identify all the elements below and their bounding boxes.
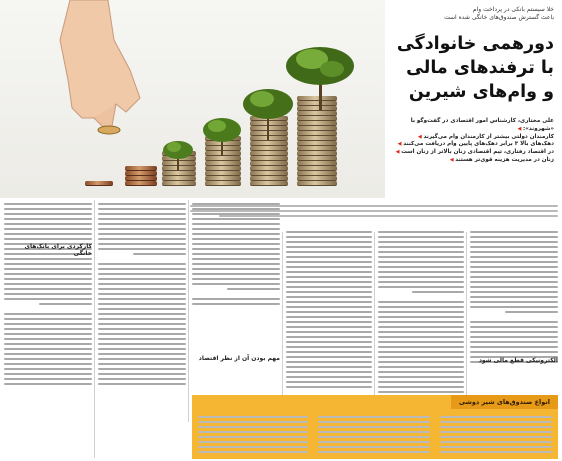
text-line: [286, 336, 372, 338]
text-line: [286, 256, 372, 258]
text-line: [286, 361, 372, 363]
text-line: [440, 426, 552, 428]
text-line: [286, 386, 372, 388]
text-line: [227, 288, 280, 290]
article-photo: [0, 0, 385, 198]
text-line: [286, 381, 372, 383]
text-line: [192, 268, 280, 270]
text-line: [192, 258, 280, 260]
text-line: [98, 373, 186, 375]
text-line: [470, 271, 558, 273]
text-line: [4, 203, 92, 205]
text-line: [440, 421, 552, 423]
text-line: [470, 281, 558, 283]
text-line: [98, 303, 186, 305]
text-line: [440, 446, 552, 448]
text-line: [198, 426, 308, 428]
text-line: [470, 326, 558, 328]
text-line: [286, 346, 372, 348]
text-line: [470, 336, 558, 338]
text-line: [98, 363, 186, 365]
text-line: [286, 366, 372, 368]
text-line: [378, 246, 464, 248]
text-line: [98, 293, 186, 295]
text-line: [470, 306, 558, 308]
text-line: [98, 213, 186, 215]
hand-icon: [30, 0, 150, 150]
text-line: [470, 231, 558, 233]
text-line: [4, 298, 92, 300]
text-line: [378, 346, 464, 348]
text-line: [378, 236, 464, 238]
text-line: [470, 341, 558, 343]
text-line: [98, 288, 186, 290]
text-line: [318, 426, 430, 428]
text-line: [470, 301, 558, 303]
text-line: [378, 256, 464, 258]
body-column-6: [4, 200, 92, 458]
text-line: [318, 451, 430, 453]
text-line: [133, 253, 186, 255]
text-line: [98, 268, 186, 270]
text-line: [98, 313, 186, 315]
text-line: [378, 271, 464, 273]
text-line: [192, 228, 280, 230]
text-line: [286, 301, 372, 303]
text-line: [192, 303, 280, 305]
text-line: [98, 283, 186, 285]
text-line: [286, 331, 372, 333]
bullet-item: دهک‌های بالا ۳ برابر دهک‌های پایین وام دریافت می‌کنند ◀: [388, 141, 554, 149]
text-line: [470, 296, 558, 298]
text-line: [318, 416, 430, 418]
text-line: [286, 326, 372, 328]
article-header: [388, 0, 558, 200]
coin-stack-2: [125, 166, 157, 186]
text-line: [378, 341, 464, 343]
text-line: [98, 203, 186, 205]
kicker: [388, 6, 554, 22]
headline-line: دورهمی خانوادگی: [396, 34, 554, 54]
text-line: [286, 231, 372, 233]
bullet-item: کارمندان دولتی بیشتر از کارمندان وام می‌گیرند ◀: [388, 134, 554, 142]
text-line: [470, 351, 558, 353]
text-line: [378, 381, 464, 383]
text-line: [378, 391, 464, 393]
text-line: [4, 258, 92, 260]
text-line: [470, 346, 558, 348]
text-line: [98, 343, 186, 345]
text-line: [286, 306, 372, 308]
text-line: [440, 436, 552, 438]
text-line: [286, 321, 372, 323]
text-line: [378, 361, 464, 363]
text-line: [4, 363, 92, 365]
text-line: [470, 291, 558, 293]
text-line: [378, 326, 464, 328]
tree-icon: [160, 138, 196, 170]
text-line: [470, 286, 558, 288]
text-line: [4, 283, 92, 285]
text-line: [98, 243, 186, 245]
text-line: [470, 276, 558, 278]
text-line: [98, 273, 186, 275]
text-line: [98, 298, 186, 300]
subhead: کارکردی برای بانک‌های خانگی: [24, 243, 92, 257]
body-column-4: [192, 200, 280, 422]
text-line: [192, 298, 280, 300]
coin-stack-1: [85, 181, 113, 186]
text-line: [470, 246, 558, 248]
text-line: [4, 338, 92, 340]
text-line: [470, 241, 558, 243]
text-line: [378, 301, 464, 303]
text-line: [286, 341, 372, 343]
text-line: [378, 371, 464, 373]
text-line: [412, 291, 464, 293]
text-line: [318, 421, 430, 423]
subhead: مهم بودن آن از نظر اقتصاد: [198, 355, 280, 362]
text-line: [378, 266, 464, 268]
headline: [388, 32, 554, 104]
text-line: [98, 238, 186, 240]
text-line: [378, 366, 464, 368]
text-line: [286, 281, 372, 283]
text-line: [98, 328, 186, 330]
text-line: [192, 238, 280, 240]
text-line: [505, 311, 558, 313]
bullet-item: در اقتصاد رفتاری، تیم اقتصادی زنان بالاتر از زنان است ◀: [388, 149, 554, 157]
text-line: [4, 373, 92, 375]
text-line: [318, 431, 430, 433]
text-line: [286, 351, 372, 353]
text-line: [378, 356, 464, 358]
text-line: [4, 318, 92, 320]
text-line: [98, 338, 186, 340]
text-line: [378, 286, 464, 288]
subhead: الکترونیکی قطع مالی شود: [478, 357, 558, 364]
text-line: [4, 328, 92, 330]
body-column-5: [98, 200, 186, 458]
text-line: [98, 358, 186, 360]
info-box: [192, 395, 558, 459]
text-line: [4, 293, 92, 295]
text-line: [98, 383, 186, 385]
text-line: [440, 416, 552, 418]
text-line: [318, 436, 430, 438]
text-line: [98, 233, 186, 235]
text-line: [98, 248, 186, 250]
text-line: [378, 261, 464, 263]
text-line: [378, 231, 464, 233]
tree-icon: [200, 116, 244, 156]
bullet-list: [388, 118, 554, 165]
text-line: [98, 228, 186, 230]
text-line: [470, 321, 558, 323]
headline-line: و وام‌های شیرین: [408, 82, 554, 102]
text-line: [318, 441, 430, 443]
text-line: [378, 321, 464, 323]
text-line: [192, 243, 280, 245]
text-line: [286, 241, 372, 243]
text-line: [192, 278, 280, 280]
text-line: [378, 251, 464, 253]
text-line: [286, 376, 372, 378]
text-line: [378, 241, 464, 243]
text-line: [286, 316, 372, 318]
text-line: [286, 266, 372, 268]
text-line: [4, 353, 92, 355]
text-line: [470, 251, 558, 253]
text-line: [4, 323, 92, 325]
text-line: [4, 288, 92, 290]
text-line: [286, 251, 372, 253]
text-line: [192, 283, 280, 285]
text-line: [378, 281, 464, 283]
text-line: [4, 348, 92, 350]
text-line: [440, 441, 552, 443]
text-line: [198, 436, 308, 438]
text-line: [98, 263, 186, 265]
text-line: [470, 266, 558, 268]
text-line: [440, 431, 552, 433]
text-line: [4, 218, 92, 220]
kicker-line: باعث گسترش صندوق‌های خانگی شده است: [444, 14, 554, 21]
text-line: [98, 223, 186, 225]
text-line: [286, 236, 372, 238]
text-line: [192, 233, 280, 235]
text-line: [470, 236, 558, 238]
text-line: [198, 431, 308, 433]
text-line: [192, 223, 280, 225]
text-line: [286, 246, 372, 248]
text-line: [192, 208, 280, 210]
headline-line: با ترفندهای مالی: [406, 58, 554, 78]
text-line: [4, 368, 92, 370]
text-line: [286, 261, 372, 263]
text-line: [198, 446, 308, 448]
text-line: [4, 233, 92, 235]
text-line: [98, 333, 186, 335]
text-line: [286, 291, 372, 293]
text-line: [378, 351, 464, 353]
text-line: [4, 213, 92, 215]
text-line: [4, 238, 92, 240]
text-line: [98, 323, 186, 325]
kicker-line: خلا سیستم بانکی در پرداخت وام: [472, 6, 554, 13]
text-line: [192, 263, 280, 265]
text-line: [286, 296, 372, 298]
text-line: [378, 386, 464, 388]
text-line: [192, 253, 280, 255]
text-line: [4, 278, 92, 280]
text-line: [198, 451, 308, 453]
text-line: [192, 248, 280, 250]
text-line: [286, 286, 372, 288]
text-line: [4, 383, 92, 385]
text-line: [39, 303, 92, 305]
text-line: [4, 343, 92, 345]
text-line: [440, 451, 552, 453]
text-line: [98, 318, 186, 320]
text-line: [192, 273, 280, 275]
text-line: [470, 261, 558, 263]
text-line: [286, 276, 372, 278]
text-line: [286, 371, 372, 373]
text-line: [4, 273, 92, 275]
text-line: [4, 228, 92, 230]
text-line: [286, 311, 372, 313]
text-line: [98, 368, 186, 370]
text-line: [318, 446, 430, 448]
text-line: [4, 208, 92, 210]
text-line: [192, 218, 280, 220]
bullet-item: زنان در مدیریت هزینه قوی‌تر هستند ◀: [388, 157, 554, 165]
info-box-title: انواع صندوق‌های شیر دوشی: [451, 395, 558, 409]
tree-icon: [282, 44, 358, 110]
text-line: [98, 348, 186, 350]
text-line: [198, 416, 308, 418]
text-line: [378, 331, 464, 333]
text-line: [192, 213, 280, 215]
text-line: [98, 353, 186, 355]
text-line: [378, 306, 464, 308]
text-line: [4, 263, 92, 265]
text-line: [4, 358, 92, 360]
text-line: [98, 208, 186, 210]
text-line: [4, 223, 92, 225]
text-line: [378, 336, 464, 338]
text-line: [286, 271, 372, 273]
text-line: [4, 378, 92, 380]
text-line: [286, 356, 372, 358]
text-line: [378, 376, 464, 378]
text-line: [470, 331, 558, 333]
text-line: [98, 308, 186, 310]
text-line: [198, 421, 308, 423]
text-line: [4, 313, 92, 315]
text-line: [378, 276, 464, 278]
bullet-item: علی مختاری، کارشناس امور اقتصادی در گفت‌وگو با «شهروند»: ◀: [388, 118, 554, 134]
text-line: [98, 378, 186, 380]
text-line: [198, 441, 308, 443]
text-line: [4, 333, 92, 335]
text-line: [470, 256, 558, 258]
text-line: [98, 278, 186, 280]
text-line: [98, 218, 186, 220]
text-line: [4, 268, 92, 270]
text-line: [378, 316, 464, 318]
text-line: [378, 311, 464, 313]
text-line: [192, 203, 280, 205]
